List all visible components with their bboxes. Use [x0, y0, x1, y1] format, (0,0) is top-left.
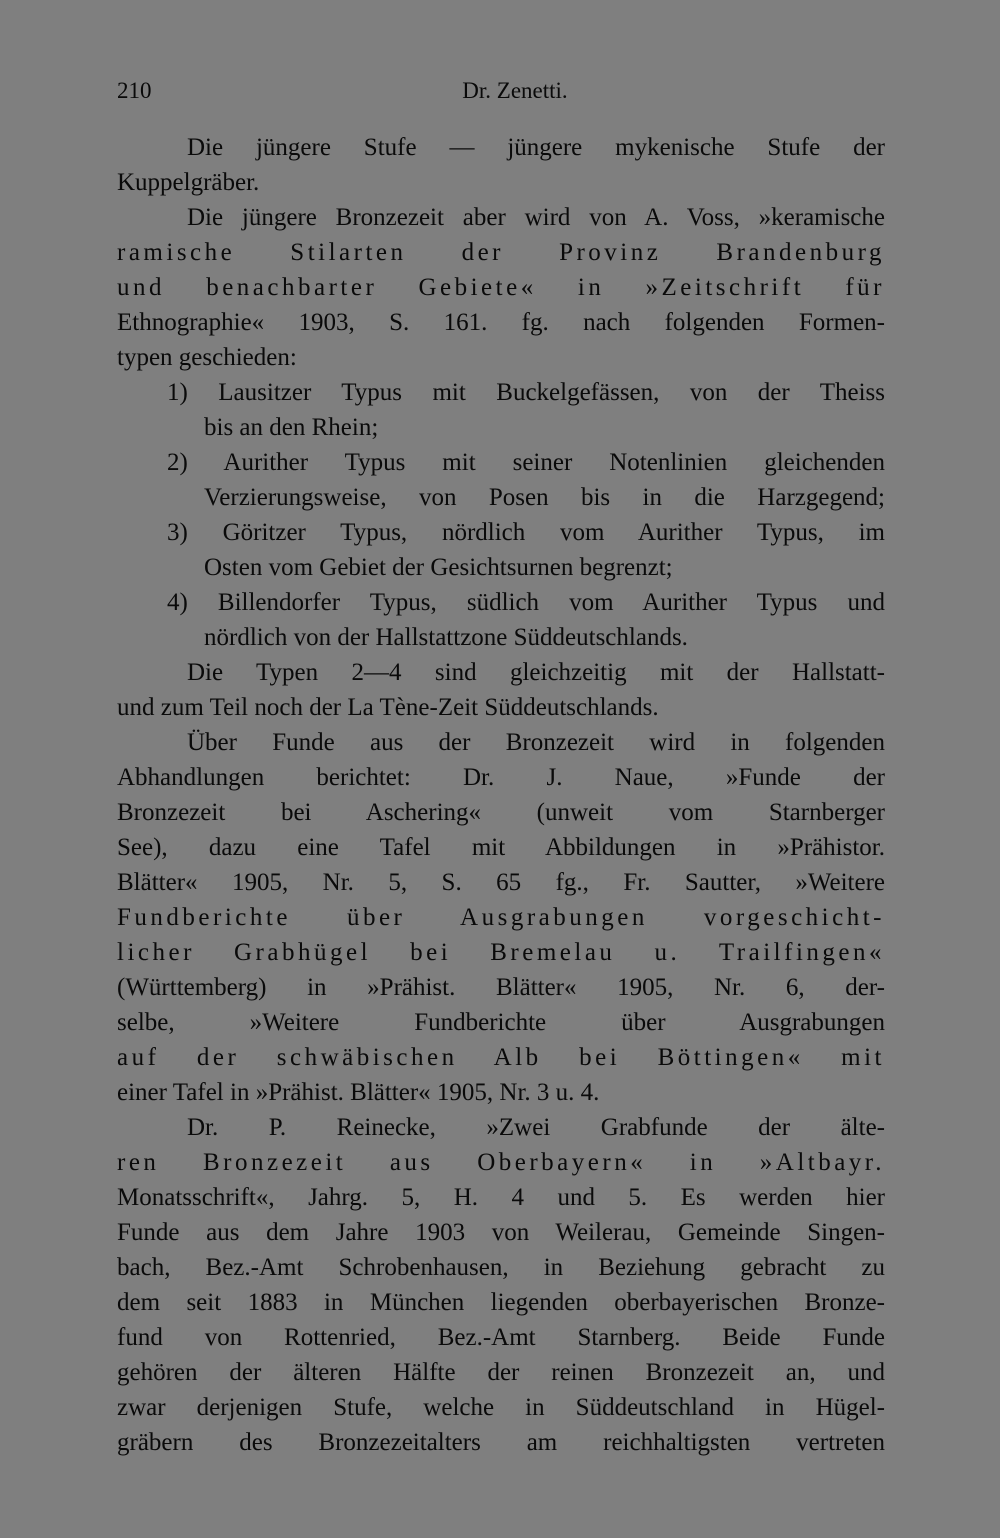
- page-number: 210: [117, 78, 152, 103]
- list-item-continuation: Osten vom Gebiet der Gesichtsurnen begrenzt;: [204, 554, 673, 581]
- text-line: Blätter« 1905, Nr. 5, S. 65 fg., Fr. Sautter, »Weitere: [117, 869, 885, 896]
- text-line: Bronzezeit bei Aschering« (unweit vom Starnberger: [117, 799, 885, 826]
- text-line: Die jüngere Stufe — jüngere mykenische Stufe der: [187, 134, 885, 161]
- text-line: auf der schwäbischen Alb bei Böttingen« mit: [117, 1044, 885, 1071]
- text-line: bach, Bez.-Amt Schrobenhausen, in Beziehung gebracht zu: [117, 1254, 885, 1281]
- text-line: gräbern des Bronzezeitalters am reichhaltigsten vertreten: [117, 1429, 885, 1456]
- text-line: Über Funde aus der Bronzezeit wird in folgenden: [187, 729, 885, 756]
- text-line: ramische Stilarten der Provinz Brandenburg: [117, 239, 885, 266]
- text-line: Dr. P. Reinecke, »Zwei Grabfunde der älte-: [187, 1114, 885, 1141]
- text-line: Die Typen 2—4 sind gleichzeitig mit der Hallstatt-: [187, 659, 885, 686]
- list-item-continuation: Verzierungsweise, von Posen bis in die Harzgegend;: [204, 484, 885, 511]
- text-line: Ethnographie« 1903, S. 161. fg. nach folgenden Formen-: [117, 309, 885, 336]
- text-line: Abhandlungen berichtet: Dr. J. Naue, »Funde der: [117, 764, 885, 791]
- text-line: und benachbarter Gebiete« in »Zeitschrift für: [117, 274, 885, 301]
- text-line: typen geschieden:: [117, 344, 297, 371]
- text-line: Fundberichte über Ausgrabungen vorgeschicht-: [117, 904, 885, 931]
- text-line: selbe, »Weitere Fundberichte über Ausgrabungen: [117, 1009, 885, 1036]
- text-line: gehören der älteren Hälfte der reinen Bronzezeit an, und: [117, 1359, 885, 1386]
- text-line: (Württemberg) in »Prähist. Blätter« 1905, Nr. 6, der-: [117, 974, 885, 1001]
- text-line: Funde aus dem Jahre 1903 von Weilerau, Gemeinde Singen-: [117, 1219, 885, 1246]
- page-header: [117, 78, 885, 112]
- text-line: ren Bronzezeit aus Oberbayern« in »Altbayr.: [117, 1149, 885, 1176]
- list-item: 2) Aurither Typus mit seiner Notenlinien gleichenden: [167, 449, 885, 476]
- list-item-continuation: bis an den Rhein;: [204, 414, 379, 441]
- text-line: Monatsschrift«, Jahrg. 5, H. 4 und 5. Es werden hier: [117, 1184, 885, 1211]
- list-item: 4) Billendorfer Typus, südlich vom Aurither Typus und: [167, 589, 885, 616]
- running-head: Dr. Zenetti.: [462, 78, 568, 103]
- text-line: und zum Teil noch der La Tène-Zeit Süddeutschlands.: [117, 694, 659, 721]
- text-line: Kuppelgräber.: [117, 169, 260, 196]
- text-line: See), dazu eine Tafel mit Abbildungen in »Prähistor.: [117, 834, 885, 861]
- text-line: licher Grabhügel bei Bremelau u. Trailfingen«: [117, 939, 885, 966]
- text-line: einer Tafel in »Prähist. Blätter« 1905, Nr. 3 u. 4.: [117, 1079, 600, 1106]
- list-item: 1) Lausitzer Typus mit Buckelgefässen, von der Theiss: [167, 379, 885, 406]
- list-item-continuation: nördlich von der Hallstattzone Süddeutschlands.: [204, 624, 688, 651]
- text-line: zwar derjenigen Stufe, welche in Süddeutschland in Hügel-: [117, 1394, 885, 1421]
- text-line: Die jüngere Bronzezeit aber wird von A. Voss, »keramische: [187, 204, 885, 231]
- list-item: 3) Göritzer Typus, nördlich vom Aurither Typus, im: [167, 519, 885, 546]
- text-line: fund von Rottenried, Bez.-Amt Starnberg. Beide Funde: [117, 1324, 885, 1351]
- body-text: [117, 130, 885, 1460]
- text-line: dem seit 1883 in München liegenden oberbayerischen Bronze-: [117, 1289, 885, 1316]
